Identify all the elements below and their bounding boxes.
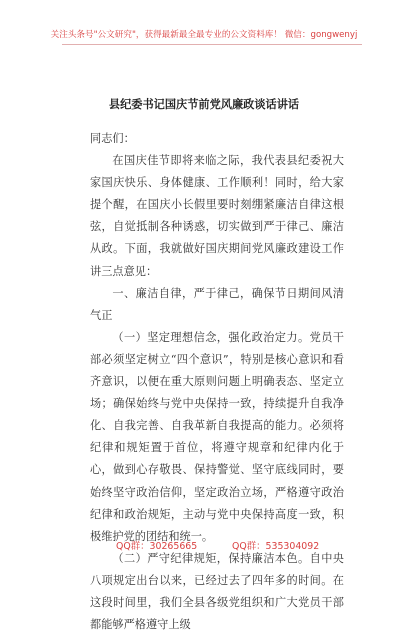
footer-qq-group-1: QQ群：30265665 (116, 541, 198, 552)
footer (0, 538, 408, 552)
footer-qq-group-2: QQ群：535304092 (232, 541, 320, 552)
paragraph-1-1: （一）坚定理想信念，强化政治定力。党员干部必须坚定树立“四个意识”，特别是核心意识和看齐意识，以便在重大原则问题上明确表态、坚定立场；确保始终与党中央保持一致，持续提升自我净化、自我完善、自我革新自我提高的能力。必须将纪律和规矩置于首位，将遵守规章和纪律内化于心，做到心存敬畏、保持警觉、坚守底线同时，要始终坚守政治信仰，坚定政治立场，严格遵守政治纪律和政治规矩，主动与党中央保持高度一致，积极维护党的团结和统一。 (90, 330, 344, 543)
paragraph-1-2: （二）严守纪律规矩，保持廉洁本色。自中央八项规定出台以来，已经过去了四年多的时间。在这段时间里，我们全县各级党组织和广大党员干部都能够严格遵守上级 (90, 551, 344, 632)
document-body (90, 128, 344, 636)
header-promo-text: 关注头条号"公文研究"，获得最新最全最专业的公文资料库！ 微信：gongwenyj (50, 30, 358, 40)
salutation: 同志们： (90, 132, 135, 145)
page-title: 县纪委书记国庆节前党风廉政谈话讲话 (108, 98, 300, 111)
section-heading-1: 一、廉洁自律，严于律己，确保节日期间风清气正 (90, 286, 344, 322)
header-divider (62, 44, 362, 45)
paragraph-intro: 在国庆佳节即将来临之际，我代表县纪委祝大家国庆快乐、身体健康、工作顺利！同时，给大家提个醒，在国庆小长假里要时刻绷紧廉洁自律这根弦，自觉抵制各种诱惑，切实做到严于律己、廉洁从政。下面，我就做好国庆期间党风廉政建设工作讲三点意见： (90, 154, 344, 278)
